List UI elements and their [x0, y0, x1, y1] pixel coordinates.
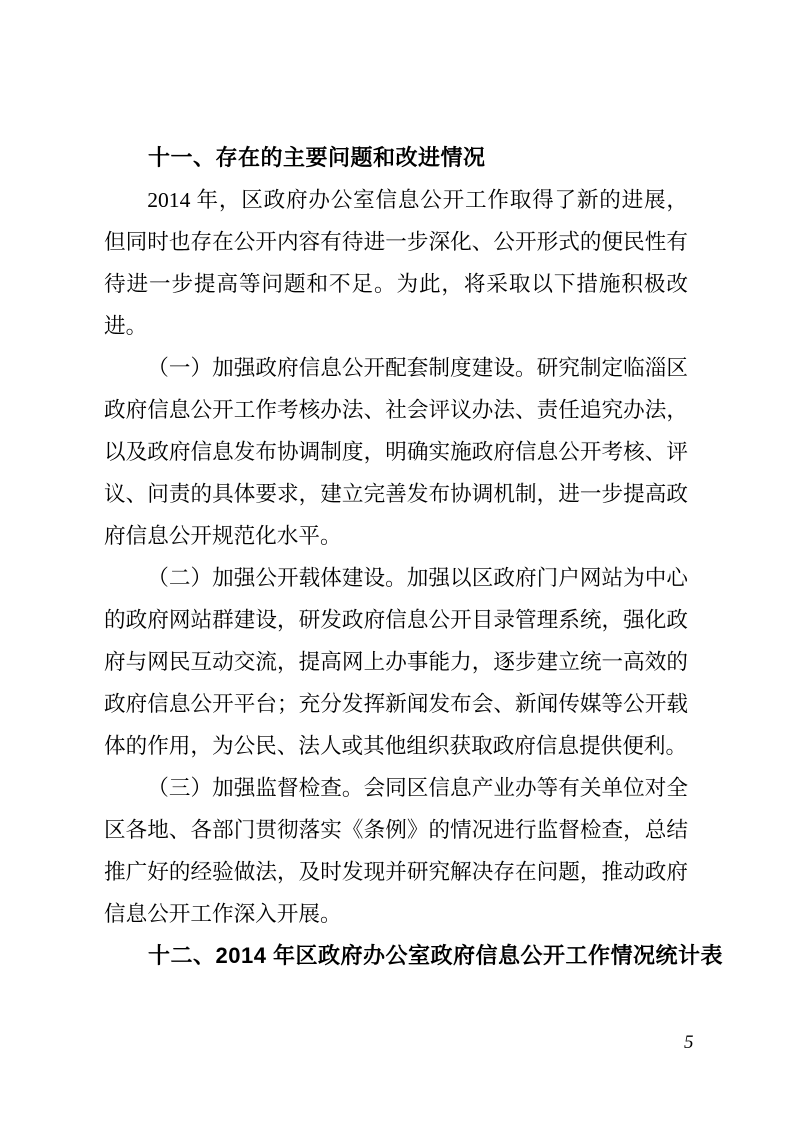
paragraph-measure-2: （二）加强公开载体建设。加强以区政府门户网站为中心的政府网站群建设，研发政府信息公开目录管理系统，强化政府与网民互动交流，提高网上办事能力，逐步建立统一高效的政府信息公开平台；充分发挥新闻发布会、新闻传媒等公开载体的作用，为公民、法人或其他组织获取政府信息提供便利。: [104, 566, 688, 758]
paragraph-measure-1: （一）加强政府信息公开配套制度建设。研究制定临淄区政府信息公开工作考核办法、社会评议办法、责任追究办法，以及政府信息发布协调制度，明确实施政府信息公开考核、评议、问责的具体要求，建立完善发布协调机制，进一步提高政府信息公开规范化水平。: [104, 356, 688, 548]
section-11-heading: 十一、存在的主要问题和改进情况: [148, 145, 486, 170]
paragraph-measure-3: （三）加强监督检查。会同区信息产业办等有关单位对全区各地、各部门贯彻落实《条例》的情况进行监督检查，总结推广好的经验做法，及时发现并研究解决存在问题，推动政府信息公开工作深入开展。: [104, 776, 688, 926]
page-number: 5: [684, 1032, 694, 1053]
section-12-heading: 十二、2014 年区政府办公室政府信息公开工作情况统计表: [148, 943, 724, 968]
paragraph-intro: 2014 年，区政府办公室信息公开工作取得了新的进展，但同时也存在公开内容有待进一步深化、公开形式的便民性有待进一步提高等问题和不足。为此，将采取以下措施积极改进。: [104, 188, 688, 338]
document-body: [104, 137, 724, 977]
